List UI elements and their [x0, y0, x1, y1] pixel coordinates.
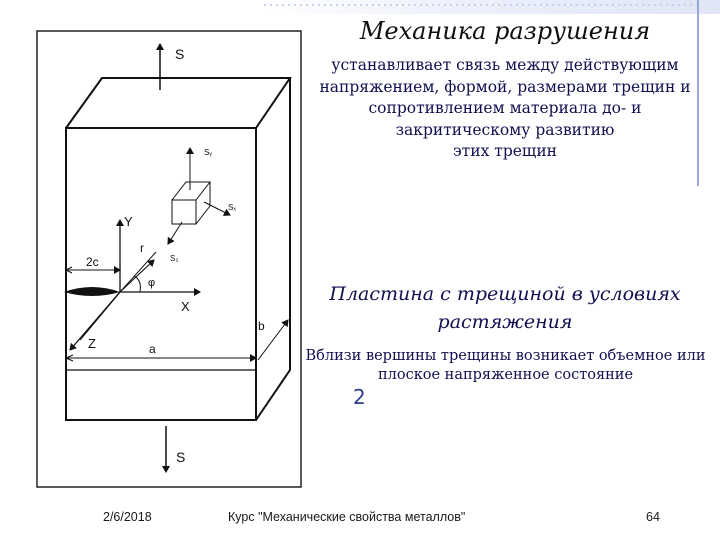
intro-line: устанавливает связь между действующим: [331, 56, 679, 74]
subtitle-line: растяжения: [437, 311, 573, 333]
label-y: Y: [124, 214, 133, 229]
intro-line: этих трещин: [453, 142, 557, 160]
label-z: Z: [88, 336, 96, 351]
body-line: Вблизи вершины трещины возникает объемное или: [305, 348, 706, 364]
figure-frame: [37, 31, 301, 487]
plate-crack-figure: [36, 30, 302, 488]
plate-box: [66, 78, 290, 420]
intro-line: напряжением, формой, размерами трещин и: [319, 77, 691, 96]
stress-element-cube: [172, 182, 210, 224]
label-s-top: S: [175, 46, 185, 62]
footer-page-number: 64: [646, 510, 660, 524]
subtitle-line: Пластина с трещиной в условиях: [329, 283, 681, 305]
element-arrow-sz: [168, 222, 182, 244]
slide-title: Механика разрушения: [359, 17, 651, 45]
label-sz: S₂: [170, 254, 179, 263]
footer-date: 2/6/2018: [103, 510, 152, 524]
label-x: X: [181, 299, 190, 314]
body-line: плоское напряженное состояние: [377, 367, 634, 383]
slide-marker: 2: [353, 385, 366, 409]
body-paragraph: [303, 347, 708, 385]
section-subtitle: [300, 280, 710, 336]
intro-line: закритическому развитию: [395, 120, 615, 139]
label-r: r: [140, 241, 144, 255]
intro-line: сопротивлением материала до- и: [368, 99, 642, 117]
crack-ellipse: [64, 287, 120, 296]
label-s-bottom: S: [176, 449, 186, 465]
label-2c: 2c: [86, 255, 99, 269]
label-sy: Sᵧ: [204, 148, 212, 157]
label-b: b: [258, 319, 265, 333]
intro-paragraph: [300, 55, 710, 163]
decorative-dot-pattern: [262, 2, 702, 8]
footer-course: Курс "Механические свойства металлов": [228, 510, 466, 524]
label-a: a: [149, 342, 156, 356]
label-sx: Sₓ: [228, 203, 236, 212]
label-phi: φ: [148, 277, 156, 289]
